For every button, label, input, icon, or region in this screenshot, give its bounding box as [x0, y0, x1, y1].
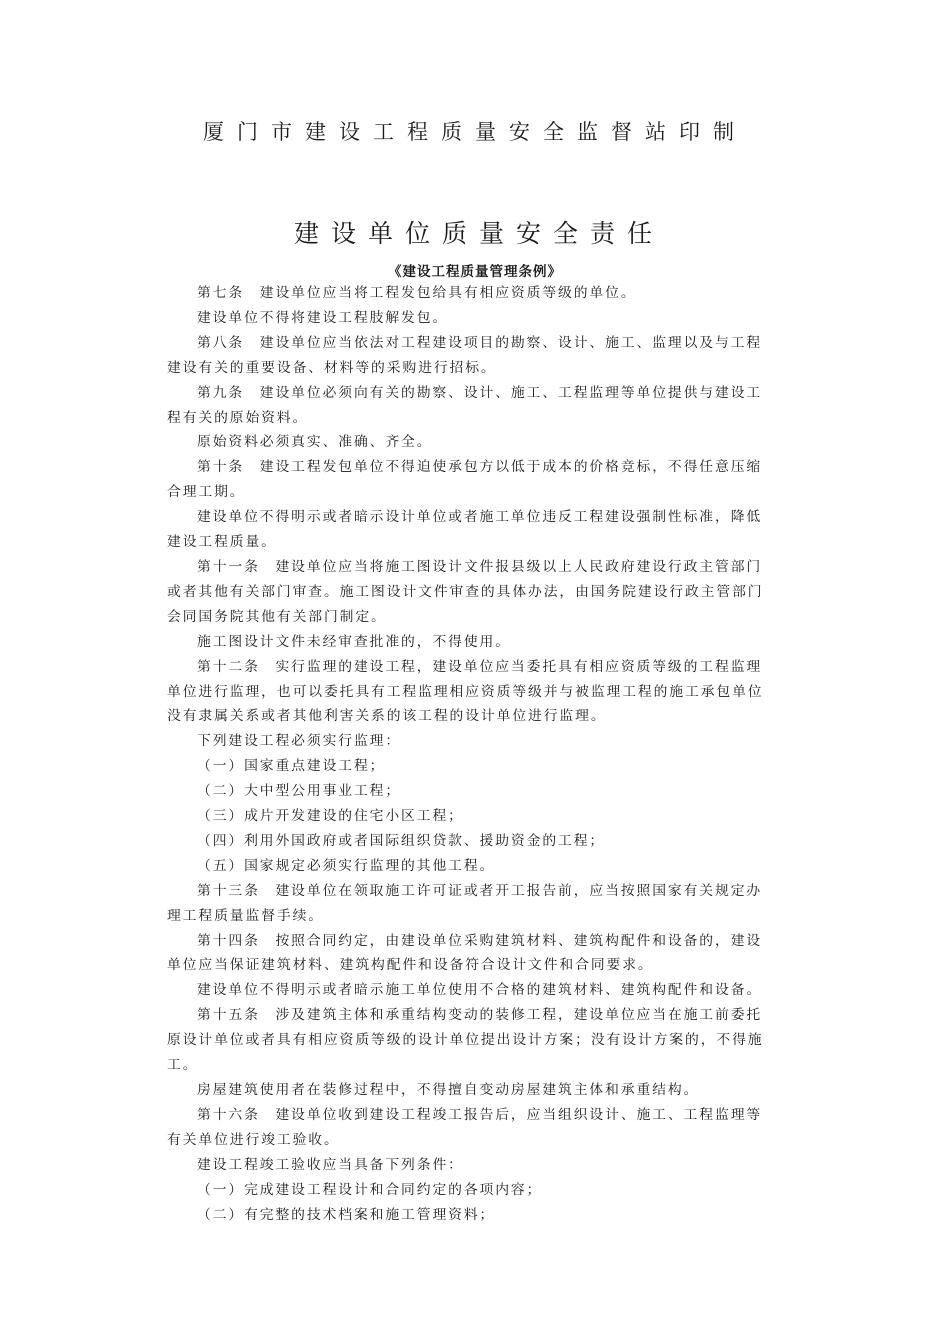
body-line: 建设单位不得明示或者暗示设计单位或者施工单位违反工程建设强制性标准，降低 — [197, 509, 763, 526]
document-body — [167, 281, 787, 1227]
body-line: （三）成片开发建设的住宅小区工程； — [197, 808, 464, 825]
body-line: 第九条 建设单位必须向有关的勘察、设计、施工、工程监理等单位提供与建设工 — [197, 384, 763, 401]
body-line: 原设计单位或者具有相应资质等级的设计单位提出设计方案；没有设计方案的，不得施 — [167, 1032, 764, 1049]
body-line: （四）利用外国政府或者国际组织贷款、援助资金的工程； — [197, 832, 606, 849]
body-line: （一）国家重点建设工程； — [197, 758, 386, 775]
body-line: 有关单位进行竣工验收。 — [167, 1131, 340, 1148]
body-line: 房屋建筑使用者在装修过程中，不得擅自变动房屋建筑主体和承重结构。 — [197, 1082, 700, 1098]
body-line: 程有关的原始资料。 — [167, 409, 309, 426]
body-line: 第十条 建设工程发包单位不得迫使承包方以低于成本的价格竞标，不得任意压缩 — [197, 459, 763, 476]
body-line: 第十一条 建设单位应当将施工图设计文件报县级以上人民政府建设行政主管部门 — [197, 558, 763, 575]
body-line: 第八条 建设单位应当依法对工程建设项目的勘察、设计、施工、监理以及与工程 — [197, 334, 763, 351]
body-line: 第十三条 建设单位在领取施工许可证或者开工报告前，应当按照国家有关规定办 — [197, 882, 763, 899]
regulation-subtitle: 《建设工程质量管理条例》 — [388, 264, 562, 280]
body-line: （二）大中型公用事业工程； — [197, 783, 402, 800]
body-line: （二）有完整的技术档案和施工管理资料； — [197, 1206, 496, 1223]
body-line: 建设单位不得将建设工程肢解发包。 — [197, 309, 449, 326]
body-line: 单位应当保证建筑材料、建筑构配件和设备符合设计文件和合同要求。 — [167, 957, 654, 974]
body-line: （一）完成建设工程设计和合同约定的各项内容； — [197, 1181, 543, 1198]
body-line: 单位进行监理，也可以委托具有工程监理相应资质等级并与被监理工程的施工承包单位 — [167, 683, 764, 700]
body-line: 没有隶属关系或者其他利害关系的该工程的设计单位进行监理。 — [167, 708, 607, 725]
body-line: 会同国务院其他有关部门制定。 — [167, 608, 387, 625]
body-line: 建设工程竣工验收应当具备下列条件： — [197, 1156, 464, 1173]
body-line: 或者其他有关部门审查。施工图设计文件审查的具体办法，由国务院建设行政主管部门 — [167, 583, 764, 600]
body-line: 原始资料必须真实、准确、齐全。 — [197, 434, 433, 451]
body-line: 第十二条 实行监理的建设工程，建设单位应当委托具有相应资质等级的工程监理 — [197, 658, 763, 675]
body-line: 第七条 建设单位应当将工程发包给具有相应资质等级的单位。 — [197, 285, 637, 301]
body-line: 工。 — [167, 1057, 199, 1074]
body-line: 第十四条 按照合同约定，由建设单位采购建筑材料、建筑构配件和设备的，建设 — [197, 932, 763, 949]
page-header: 厦门市建设工程质量安全监督站印制 — [203, 120, 747, 144]
body-line: 下列建设工程必须实行监理： — [197, 733, 402, 750]
body-line: 施工图设计文件未经审查批准的，不得使用。 — [197, 633, 511, 650]
body-line: 第十六条 建设单位收到建设工程竣工报告后，应当组织设计、施工、工程监理等 — [197, 1106, 763, 1123]
page-title: 建设单位质量安全责任 — [293, 219, 664, 248]
body-line: 建设有关的重要设备、材料等的采购进行招标。 — [167, 359, 497, 376]
body-line: 第十五条 涉及建筑主体和承重结构变动的装修工程，建设单位应当在施工前委托 — [197, 1007, 763, 1024]
body-line: 建设单位不得明示或者暗示施工单位使用不合格的建筑材料、建筑构配件和设备。 — [197, 982, 763, 999]
body-line: 合理工期。 — [167, 484, 246, 501]
body-line: 理工程质量监督手续。 — [167, 907, 324, 924]
body-line: 建设工程质量。 — [167, 534, 277, 551]
body-line: （五）国家规定必须实行监理的其他工程。 — [197, 857, 496, 874]
